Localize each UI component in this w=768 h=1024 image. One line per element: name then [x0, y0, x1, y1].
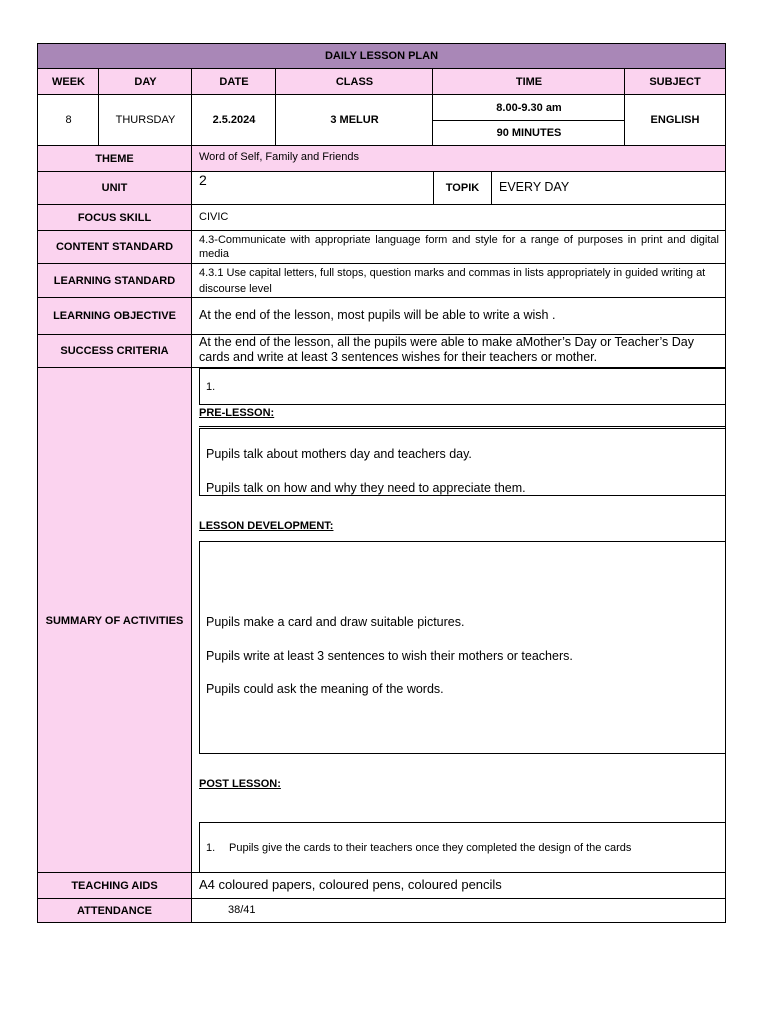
content-standard-value: 4.3-Communicate with appropriate language form and style for a range of purposes in print and digital media — [199, 234, 719, 260]
divider — [491, 172, 492, 204]
pre-lesson-line-2: Pupils talk on how and why they need to appreciate them. — [206, 481, 526, 495]
post-lesson-heading: POST LESSON: — [199, 778, 281, 790]
pre-lesson-heading: PRE-LESSON: — [199, 407, 275, 419]
learning-objective-label: LEARNING OBJECTIVE — [53, 310, 176, 322]
pre-lesson-line-1: Pupils talk about mothers day and teachers day. — [206, 447, 472, 461]
theme-label: THEME — [95, 152, 134, 165]
week-value: 8 — [65, 114, 72, 126]
success-criteria-value: At the end of the lesson, all the pupils were able to make aMother’s Day or Teacher’s Day cards and write at least 3 sentences wishes for their teachers or mother. — [199, 335, 694, 364]
class-label: CLASS — [335, 76, 374, 88]
summary-item-number: 1. — [206, 381, 216, 393]
lesson-development-line-3: Pupils could ask the meaning of the words. — [206, 682, 444, 696]
unit-label: UNIT — [101, 182, 128, 194]
teaching-aids-value: A4 coloured papers, coloured pens, coloured pencils — [199, 877, 502, 892]
learning-standard-label: LEARNING STANDARD — [53, 274, 176, 287]
teaching-aids-label: TEACHING AIDS — [71, 879, 158, 892]
unit-value: 2 — [199, 172, 207, 188]
attendance-value: 38/41 — [228, 904, 256, 916]
success-criteria-label: SUCCESS CRITERIA — [60, 345, 169, 357]
day-value: THURSDAY — [115, 114, 176, 126]
lesson-development-box — [199, 541, 726, 754]
theme-value: Word of Self, Family and Friends — [199, 151, 359, 163]
divider — [98, 69, 99, 145]
class-value: 3 MELUR — [330, 114, 379, 126]
divider — [432, 69, 433, 145]
lesson-development-line-1: Pupils make a card and draw suitable pictures. — [206, 615, 465, 629]
table-title: DAILY LESSON PLAN — [38, 44, 725, 69]
date-label: DATE — [219, 76, 249, 88]
divider — [433, 120, 625, 121]
divider — [191, 69, 192, 145]
post-lesson-item-number: 1. — [206, 842, 216, 854]
summary-item-box — [199, 368, 726, 405]
week-label: WEEK — [52, 76, 85, 88]
duration-value: 90 MINUTES — [496, 127, 562, 139]
time-label: TIME — [515, 76, 543, 88]
summary-label: SUMMARY OF ACTIVITIES — [45, 614, 184, 627]
content-standard-label: CONTENT STANDARD — [55, 241, 174, 253]
focus-skill-label: FOCUS SKILL — [77, 211, 152, 224]
learning-objective-value: At the end of the lesson, most pupils will be able to write a wish . — [199, 308, 556, 322]
learning-standard-value: 4.3.1 Use capital letters, full stops, question marks and commas in lists appropriately in guided writing at discourse level — [199, 267, 706, 295]
divider — [275, 69, 276, 145]
topik-label: TOPIK — [445, 182, 480, 194]
topik-value: EVERY DAY — [499, 180, 570, 194]
subject-value: ENGLISH — [650, 114, 700, 126]
post-lesson-box — [199, 822, 726, 873]
lesson-development-heading: LESSON DEVELOPMENT: — [199, 520, 334, 532]
divider — [199, 426, 726, 427]
day-label: DAY — [134, 76, 157, 88]
pre-lesson-box — [199, 428, 726, 496]
time-value: 8.00-9.30 am — [496, 101, 562, 114]
divider — [624, 69, 625, 145]
lesson-plan-table — [37, 43, 726, 923]
attendance-label: ATTENDANCE — [77, 904, 152, 917]
subject-label: SUBJECT — [649, 76, 701, 88]
date-value: 2.5.2024 — [212, 114, 256, 126]
post-lesson-item-text: Pupils give the cards to their teachers once they completed the design of the cards — [229, 842, 632, 854]
lesson-development-line-2: Pupils write at least 3 sentences to wish their mothers or teachers. — [206, 649, 573, 663]
focus-skill-value: CIVIC — [199, 211, 229, 223]
